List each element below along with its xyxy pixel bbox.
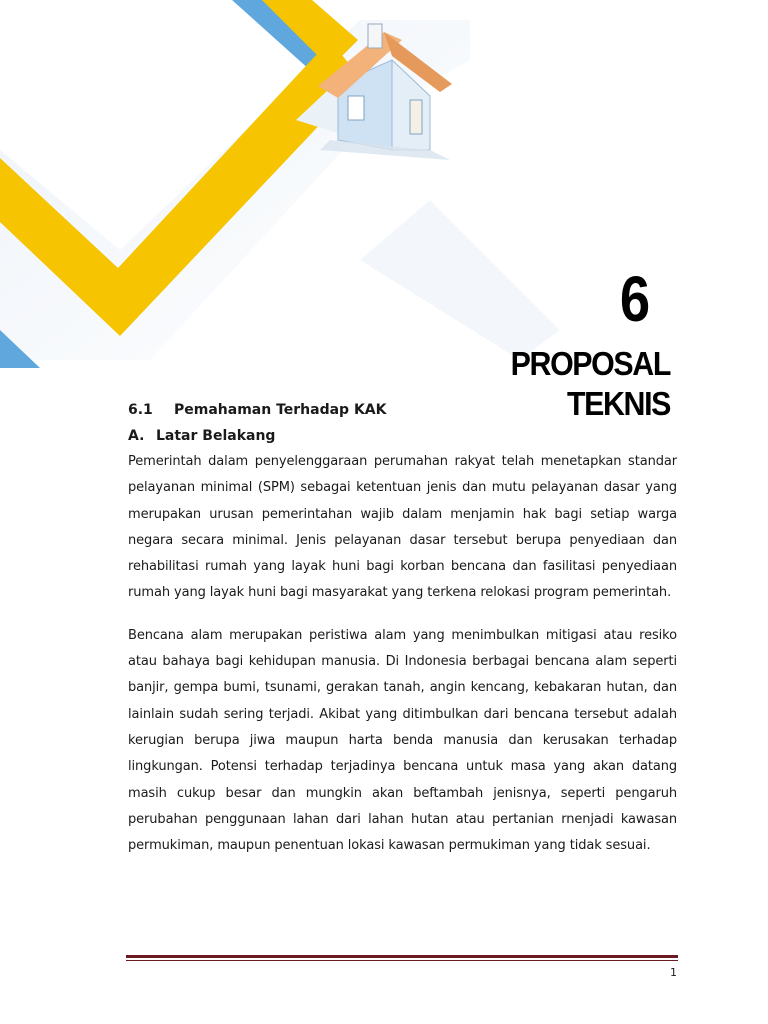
subsection-number: A. xyxy=(128,428,145,444)
chapter-title: PROPOSAL TEKNIS xyxy=(510,345,670,422)
section-heading xyxy=(128,397,677,423)
pale-ribbon-right xyxy=(360,200,560,360)
footer-rule-thin xyxy=(126,960,678,961)
subsection-title: Latar Belakang xyxy=(156,428,276,444)
chapter-number: 6 xyxy=(619,263,651,335)
section-title: Pemahaman Terhadap KAK xyxy=(174,402,387,418)
footer-rule xyxy=(126,955,678,958)
subsection-heading xyxy=(128,423,677,449)
document-body xyxy=(128,397,677,875)
section-number: 6.1 xyxy=(128,402,153,418)
page-number: 1 xyxy=(670,966,677,979)
paragraph: Pemerintah dalam penyelenggaraan perumahan rakyat telah menetapkan standar pelayanan minimal (SPM) sebagai ketentuan jenis dan mutu pelayanan dasar yang merupakan urusan pemerintahan wajib dalam menjamin hak bagi setiap warga negara secara minimal. Jenis pelayanan dasar tersebut berupa penyediaan dan rehabilitasi rumah yang layak huni bagi korban bencana dan fasilitasi penyediaan rumah yang layak huni bagi masyarakat yang terkena relokasi program pemerintah. xyxy=(128,454,677,601)
paragraph: Bencana alam merupakan peristiwa alam yang menimbulkan mitigasi atau resiko atau bahaya bagi kehidupan manusia. Di Indonesia berbagai bencana alam seperti banjir, gempa bumi, tsunami, gerakan tanah, angin kencang, kebakaran hutan, dan lainlain sudah sering terjadi. Akibat yang ditimbulkan dari bencana tersebut adalah kerugian berupa jiwa maupun harta benda manusia dan kerusakan terhadap lingkungan. Potensi terhadap terjadinya bencana untuk masa yang akan datang masih cukup besar dan mungkin akan beftambah jenisnya, seperti pengaruh perubahan penggunaan lahan dari lahan hutan atau pertanian rnenjadi kawasan permukiman, maupun penentuan lokasi kawasan permukiman yang tidak sesuai. xyxy=(128,627,677,854)
